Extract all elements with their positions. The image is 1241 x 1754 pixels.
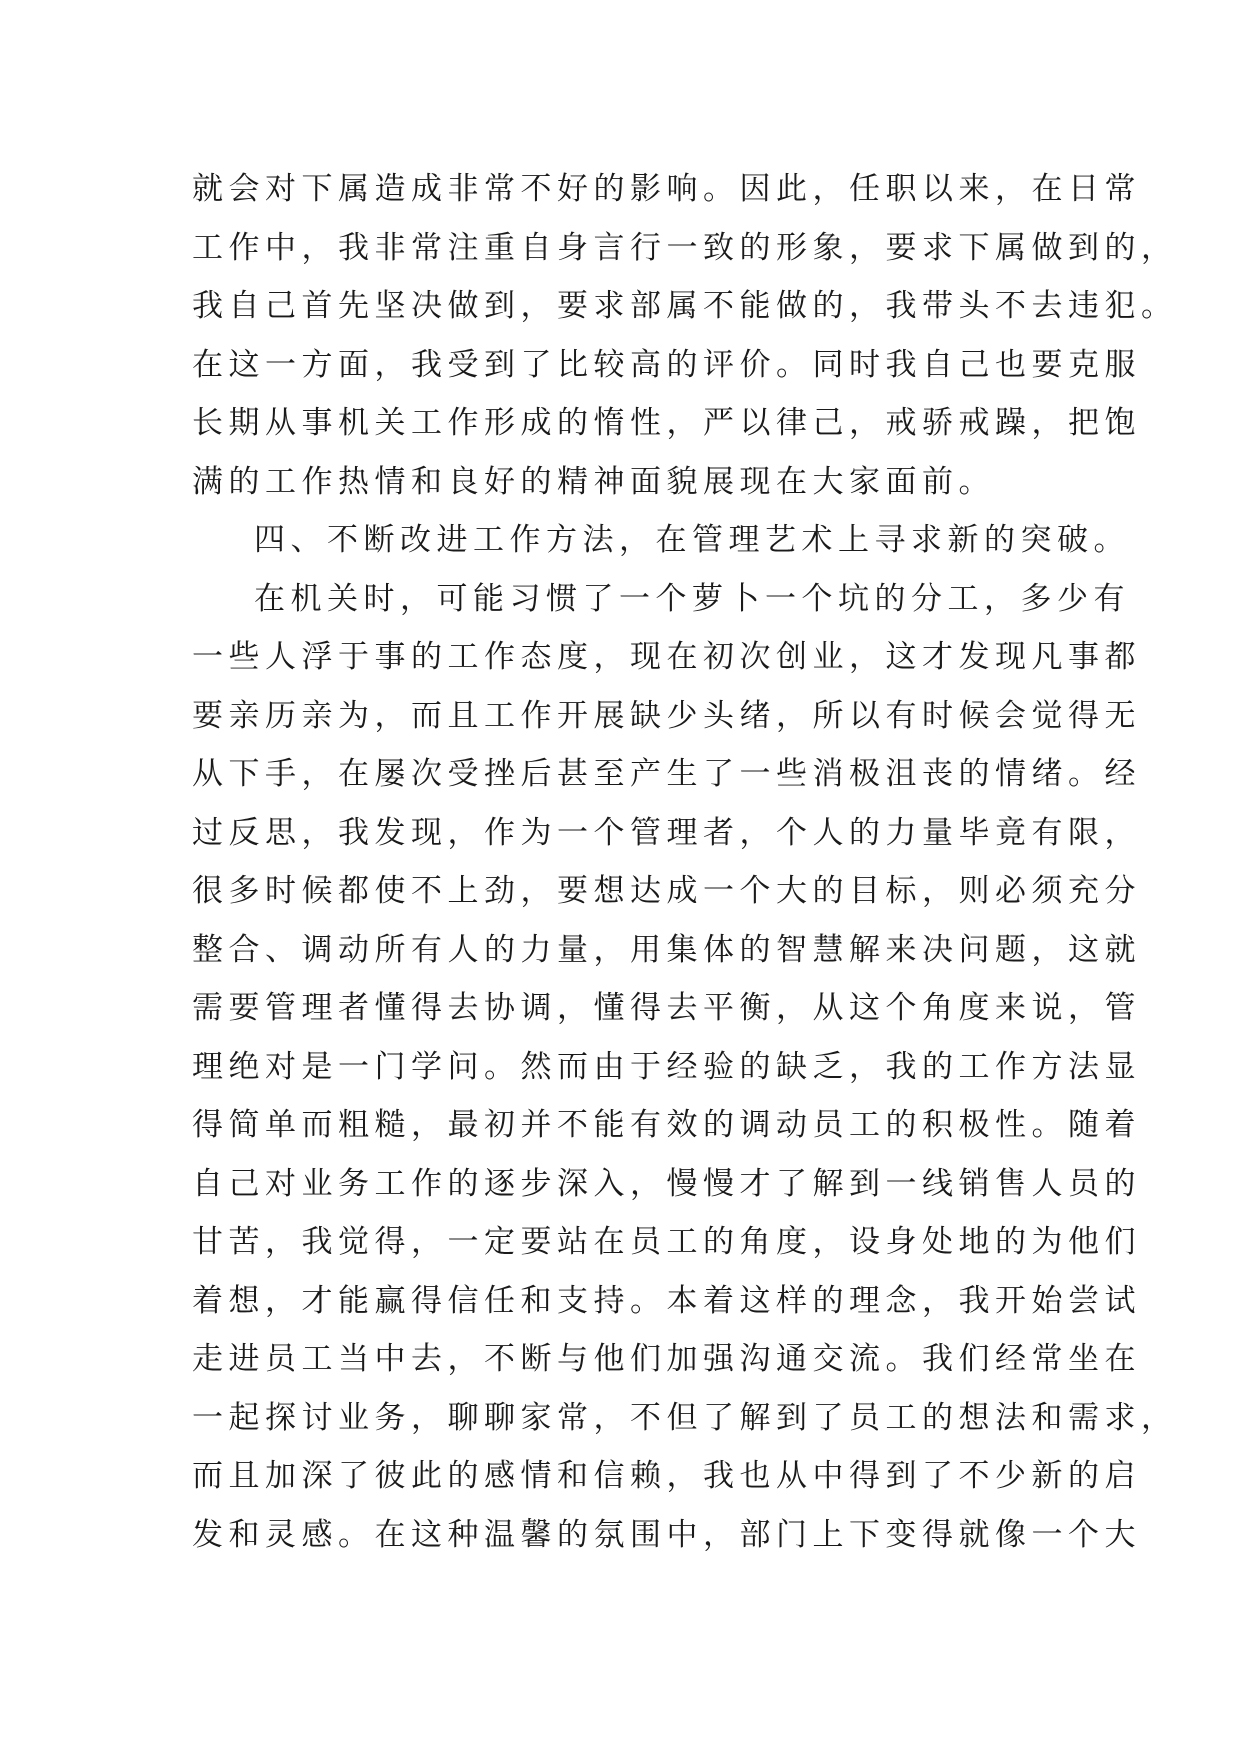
text-line: 整合、调动所有人的力量，用集体的智慧解来决问题，这就	[192, 931, 1141, 968]
text-line: 我自己首先坚决做到，要求部属不能做的，我带头不去违犯。	[192, 288, 1178, 324]
text-line: 而且加深了彼此的感情和信赖，我也从中得到了不少新的启	[192, 1458, 1141, 1494]
text-line: 过反思，我发现，作为一个管理者，个人的力量毕竟有限，	[192, 814, 1141, 851]
text-line: 着想，才能赢得信任和支持。本着这样的理念，我开始尝试	[192, 1282, 1141, 1319]
text-line: 一些人浮于事的工作态度，现在初次创业，这才发现凡事都	[192, 639, 1141, 675]
text-line: 满的工作热情和良好的精神面貌展现在大家面前。	[192, 463, 995, 500]
text-line: 很多时候都使不上劲，要想达成一个大的目标，则必须充分	[192, 873, 1141, 909]
text-line: 需要管理者懂得去协调，懂得去平衡，从这个角度来说，管	[192, 990, 1141, 1026]
text-line: 甘苦，我觉得，一定要站在员工的角度，设身处地的为他们	[192, 1224, 1141, 1260]
paragraph-first-line: 在机关时，可能习惯了一个萝卜一个坑的分工，多少有	[254, 580, 1130, 617]
text-line: 长期从事机关工作形成的惰性，严以律己，戒骄戒躁，把饱	[192, 405, 1141, 441]
text-line: 在这一方面，我受到了比较高的评价。同时我自己也要克服	[192, 346, 1141, 383]
text-line: 得简单而粗糙，最初并不能有效的调动员工的积极性。随着	[192, 1107, 1141, 1143]
text-line: 从下手，在屡次受挫后甚至产生了一些消极沮丧的情绪。经	[192, 756, 1141, 792]
text-line: 一起探讨业务，聊聊家常，不但了解到了员工的想法和需求，	[192, 1399, 1178, 1436]
text-line: 就会对下属造成非常不好的影响。因此，任职以来，在日常	[192, 171, 1141, 207]
text-line: 要亲历亲为，而且工作开展缺少头绪，所以有时候会觉得无	[192, 697, 1141, 734]
document-body	[192, 160, 1178, 1564]
text-line: 工作中，我非常注重自身言行一致的形象，要求下属做到的，	[192, 229, 1178, 266]
text-line: 自己对业务工作的逐步深入，慢慢才了解到一线销售人员的	[192, 1165, 1141, 1202]
text-line: 发和灵感。在这种温馨的氛围中，部门上下变得就像一个大	[192, 1516, 1141, 1553]
section-heading: 四、不断改进工作方法，在管理艺术上寻求新的突破。	[254, 522, 1130, 558]
text-line: 走进员工当中去，不断与他们加强沟通交流。我们经常坐在	[192, 1341, 1141, 1377]
text-line: 理绝对是一门学问。然而由于经验的缺乏，我的工作方法显	[192, 1048, 1141, 1085]
